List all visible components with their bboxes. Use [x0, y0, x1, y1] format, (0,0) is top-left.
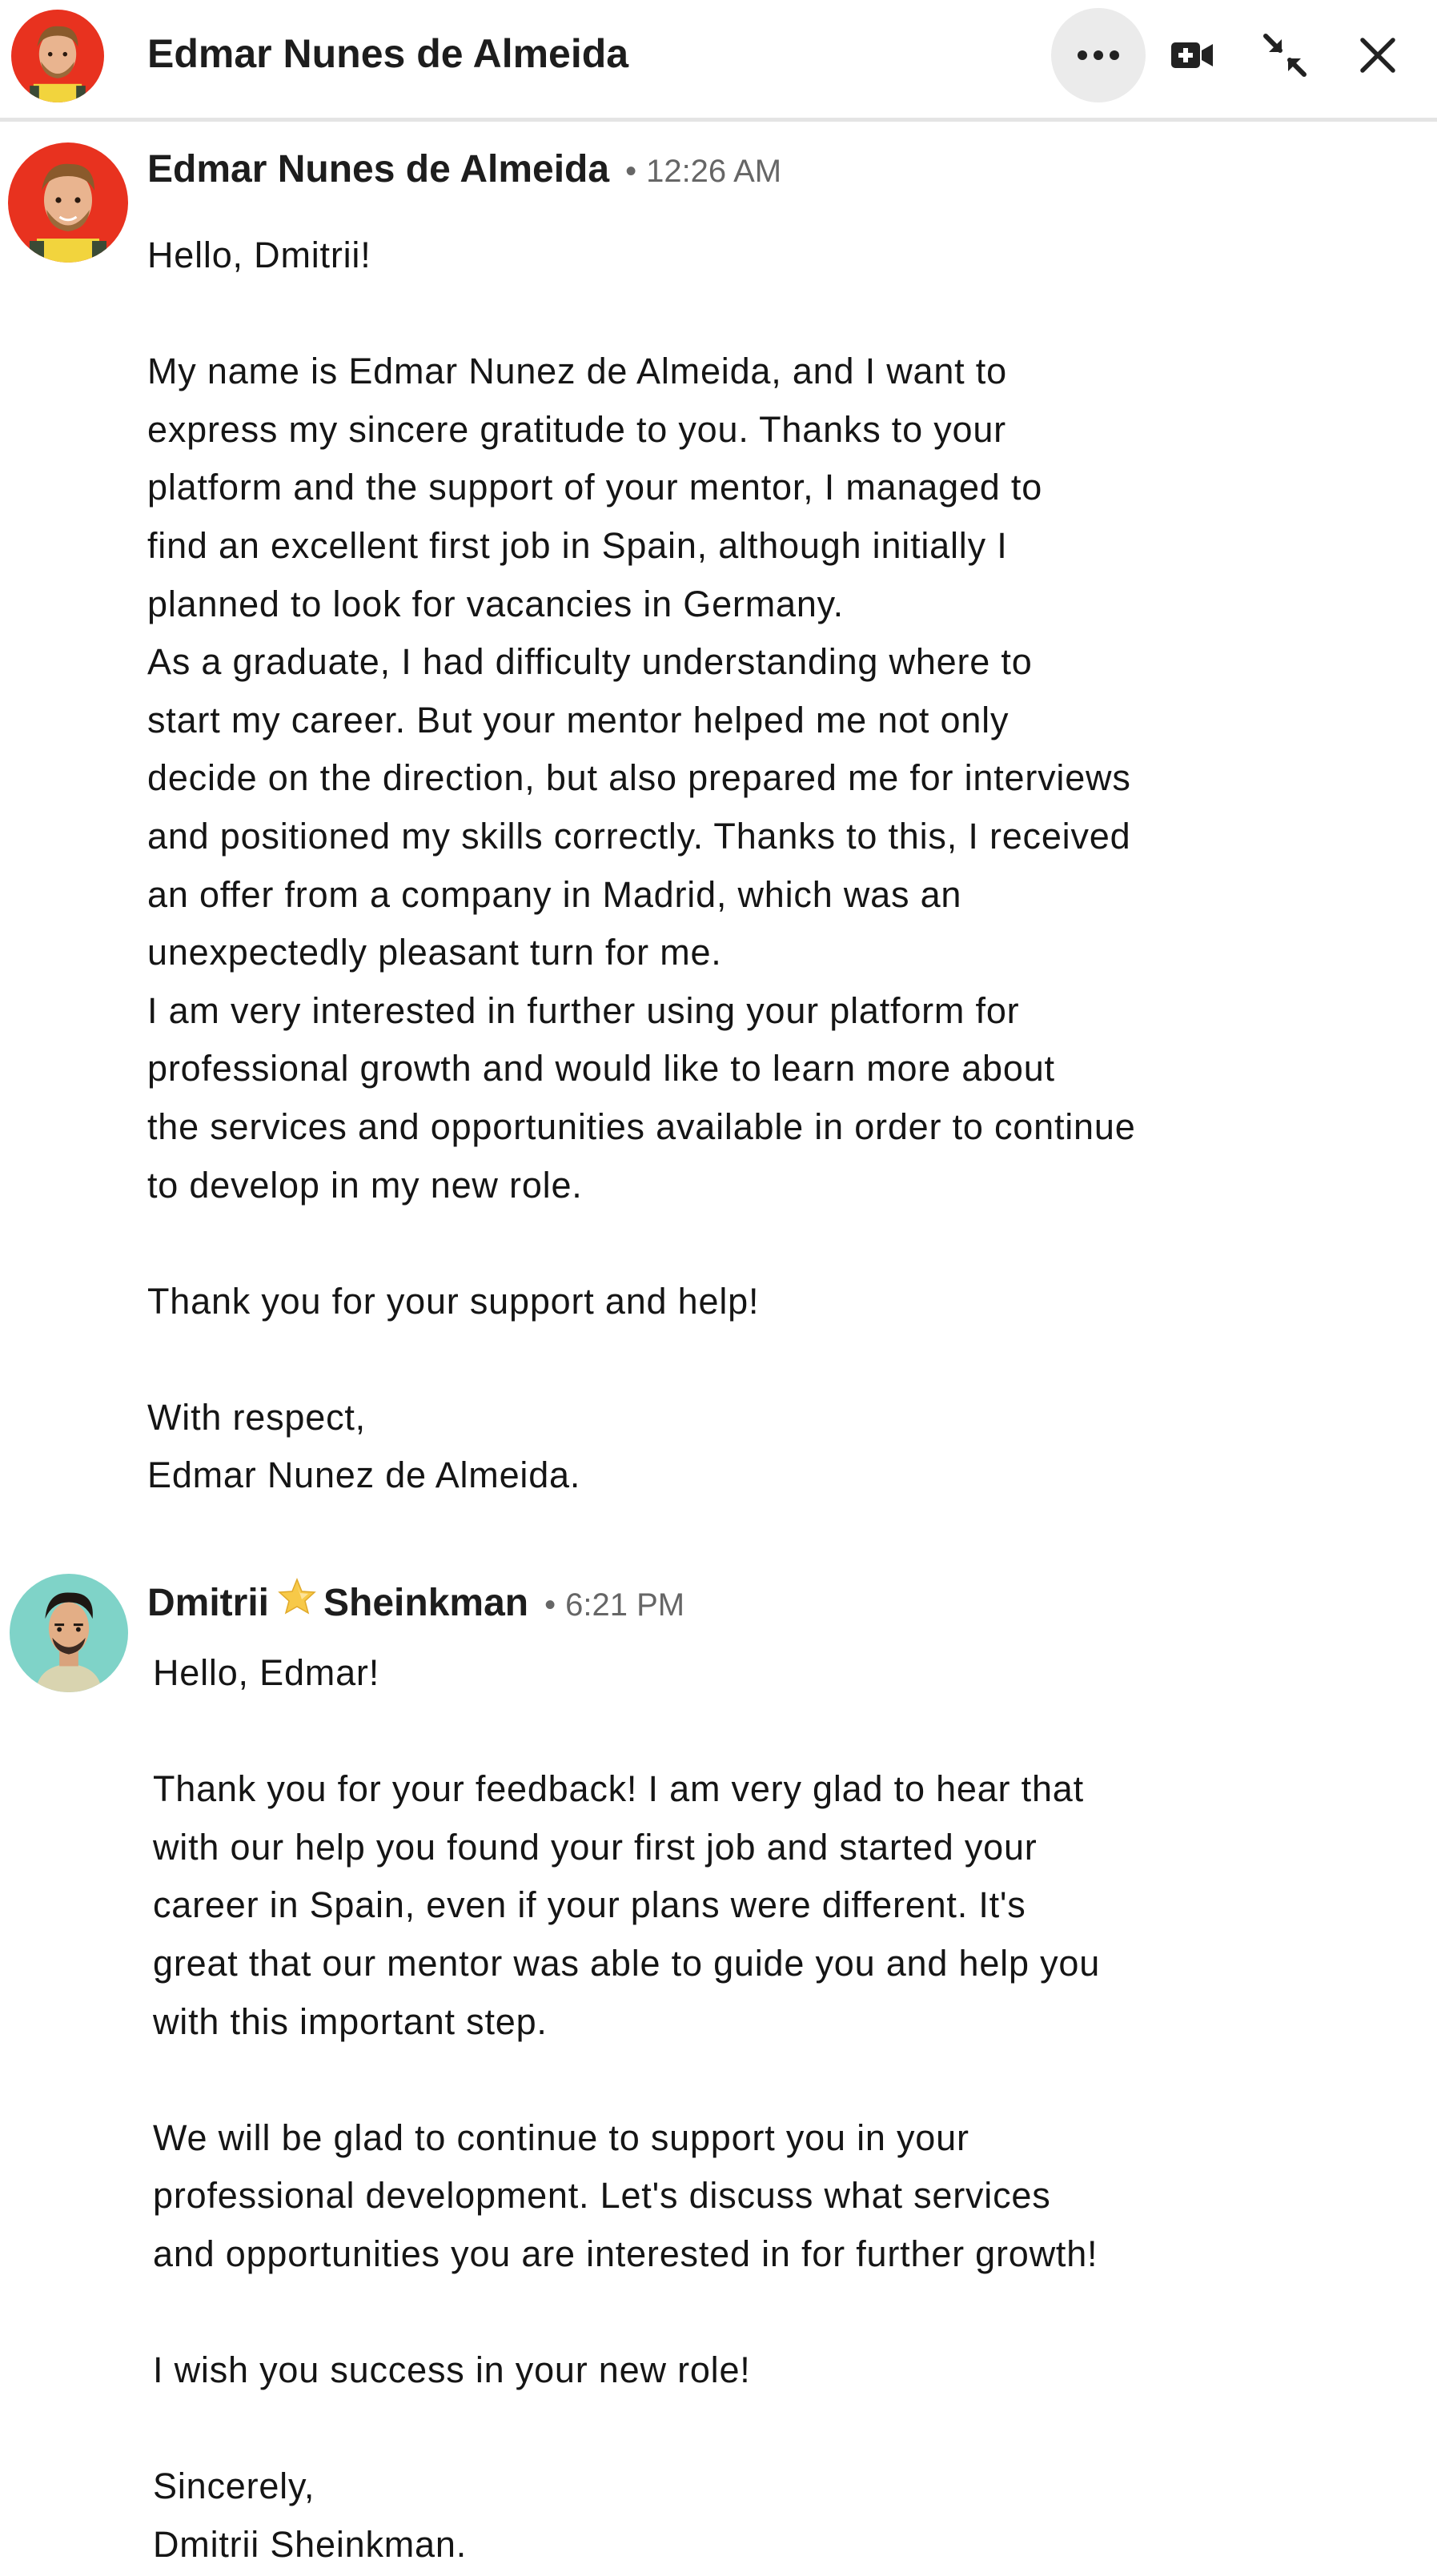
message-line: Dmitrii Sheinkman.	[153, 2523, 467, 2565]
minimize-arrows-icon	[1261, 31, 1309, 79]
sender-avatar-dmitrii[interactable]	[10, 1574, 128, 1692]
close-button[interactable]	[1331, 8, 1425, 102]
chat-header	[0, 0, 1437, 122]
message-line: an offer from a company in Madrid, which was an	[147, 873, 962, 915]
message-line: Hello, Dmitrii!	[147, 235, 371, 275]
message-line: decide on the direction, but also prepared me for interviews	[147, 757, 1131, 799]
message-line: professional growth and would like to learn more about	[147, 1048, 1055, 1089]
video-call-button[interactable]	[1145, 8, 1239, 102]
message-line: Hello, Edmar!	[153, 1652, 379, 1693]
message-line: planned to look for vacancies in Germany.	[147, 583, 844, 624]
blank-line	[147, 1330, 1136, 1389]
blank-line	[153, 1703, 1100, 1761]
message-line: and positioned my skills correctly. Thanks to this, I received	[147, 815, 1131, 857]
more-options-button[interactable]	[1051, 8, 1146, 102]
message-line: find an excellent first job in Spain, although initially I	[147, 524, 1008, 566]
message-body	[153, 1644, 1100, 2574]
message-line: I wish you success in your new role!	[153, 2349, 751, 2391]
message-line: unexpectedly pleasant turn for me.	[147, 932, 722, 973]
blank-line	[153, 2051, 1100, 2109]
separator-dot: •	[625, 154, 637, 189]
message-line: I am very interested in further using your platform for	[147, 989, 1020, 1031]
more-horizontal-icon	[1076, 49, 1121, 62]
message-line: to develop in my new role.	[147, 1164, 583, 1206]
minimize-button[interactable]	[1238, 8, 1332, 102]
message-line: professional development. Let's discuss what services	[153, 2175, 1051, 2217]
message-meta	[147, 147, 781, 191]
message-line: the services and opportunities available in order to continue	[147, 1105, 1136, 1147]
message-line: As a graduate, I had difficulty understanding where to	[147, 641, 1033, 683]
blank-line	[147, 1214, 1136, 1273]
message-line: Thank you for your feedback! I am very glad to hear that	[153, 1768, 1084, 1810]
sender-name[interactable]: Edmar Nunes de Almeida	[147, 148, 610, 191]
message-timestamp: 6:21 PM	[565, 1587, 685, 1623]
sender-last-name[interactable]: Sheinkman	[323, 1582, 529, 1624]
blank-line	[153, 2284, 1100, 2342]
separator-dot: •	[544, 1587, 556, 1623]
message-line: with our help you found your first job and started your	[153, 1826, 1038, 1868]
message-meta	[147, 1577, 684, 1625]
blank-line	[147, 285, 1136, 343]
message-line: great that our mentor was able to guide you and help you	[153, 1942, 1101, 1984]
message-timestamp: 12:26 AM	[646, 154, 782, 189]
message-line: Sincerely,	[153, 2466, 315, 2507]
message-line: and opportunities you are interested in for further growth!	[153, 2233, 1098, 2274]
blank-line	[153, 2400, 1100, 2458]
sender-first-name[interactable]: Dmitrii	[147, 1582, 270, 1624]
message-line: platform and the support of your mentor, I managed to	[147, 467, 1043, 508]
message-line: start my career. But your mentor helped me not only	[147, 699, 1010, 740]
close-icon	[1358, 35, 1398, 75]
sender-avatar-edmar[interactable]	[8, 142, 128, 263]
message-line: Edmar Nunez de Almeida.	[147, 1455, 581, 1496]
star-icon	[277, 1577, 317, 1615]
video-call-icon	[1170, 39, 1214, 71]
message-line: career in Spain, even if your plans were different. It's	[153, 1884, 1026, 1926]
message-line: express my sincere gratitude to you. Thanks to your	[147, 408, 1006, 450]
message-line: We will be glad to continue to support you in your	[153, 2117, 969, 2158]
message-line: My name is Edmar Nunez de Almeida, and I want to	[147, 351, 1007, 392]
message-line: with this important step.	[153, 2000, 548, 2042]
conversation-title: Edmar Nunes de Almeida	[147, 31, 629, 76]
header-avatar[interactable]	[11, 10, 104, 102]
message-line: With respect,	[147, 1396, 366, 1438]
message-body	[147, 227, 1136, 1505]
message-line: Thank you for your support and help!	[147, 1280, 760, 1322]
